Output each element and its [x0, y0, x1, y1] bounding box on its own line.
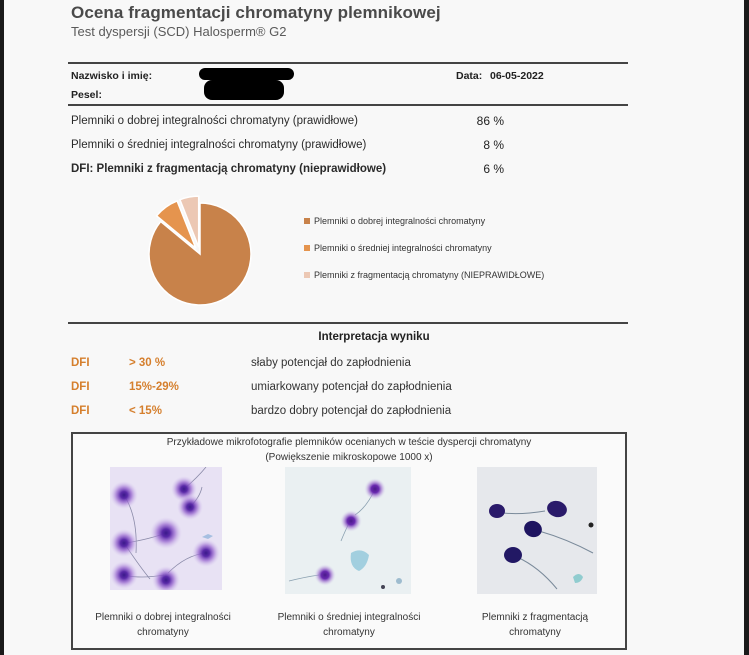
screen-edge-right — [744, 0, 749, 655]
legend-label: Plemniki o dobrej integralności chromatyny — [314, 216, 486, 226]
divider — [68, 322, 628, 324]
micrograph-medium-integrity — [285, 467, 411, 594]
pie-chart — [140, 186, 260, 311]
interpretation-title: Interpretacja wyniku — [318, 331, 430, 343]
micrographs-caption: Przykładowe mikrofotografie plemników ocenianych w teście dyspercji chromatyny — [166, 437, 532, 448]
dfi-tag: DFI — [71, 357, 90, 369]
document-page — [4, 0, 744, 655]
label-line: chromatyny — [509, 627, 561, 638]
date-value: 06-05-2022 — [490, 70, 544, 82]
legend-swatch-fragmented — [304, 272, 310, 278]
label-line: Plemniki o dobrej integralności — [95, 612, 231, 623]
legend-item-good — [304, 216, 485, 226]
date-label: Data: — [456, 70, 483, 82]
label-line: chromatyny — [323, 627, 375, 638]
page-subtitle: Test dyspersji (SCD) Halosperm® G2 — [71, 24, 287, 39]
label-line: Plemniki o średniej integralności — [277, 612, 421, 623]
pesel-label: Pesel: — [71, 89, 102, 101]
result-label-dfi: DFI: Plemniki z fragmentacją chromatyny (nieprawidłowe) — [71, 163, 387, 175]
micrograph-good-integrity — [110, 467, 222, 590]
dfi-tag: DFI — [71, 381, 90, 393]
result-label-medium: Plemniki o średniej integralności chromatyny (prawidłowe) — [71, 139, 367, 151]
micrographs-magnification: (Powiększenie mikroskopowe 1000 x) — [265, 452, 433, 463]
result-value-medium: 8 % — [483, 138, 504, 152]
micrograph-label-medium — [263, 610, 435, 640]
page-title: Ocena fragmentacji chromatyny plemnikowej — [71, 3, 441, 22]
divider — [68, 62, 628, 64]
name-redaction — [199, 68, 294, 80]
result-value-dfi: 6 % — [483, 162, 504, 176]
dfi-range: > 30 % — [129, 357, 166, 369]
dfi-range: < 15% — [129, 405, 162, 417]
micrograph-label-good — [77, 610, 249, 640]
dfi-description: bardzo dobry potencjał do zapłodnienia — [251, 405, 452, 417]
micrographs-panel — [71, 432, 627, 650]
micrograph-fragmented — [477, 467, 597, 594]
dfi-description: umiarkowany potencjał do zapłodnienia — [251, 381, 452, 393]
label-line: Plemniki z fragmentacją — [481, 612, 589, 623]
legend-swatch-good — [304, 218, 310, 224]
legend-item-fragmented — [304, 270, 544, 280]
dfi-description: słaby potencjał do zapłodnienia — [251, 357, 411, 369]
legend-label: Plemniki z fragmentacją chromatyny (NIEPRAWIDŁOWE) — [314, 270, 545, 280]
dfi-tag: DFI — [71, 405, 90, 417]
dfi-range: 15%-29% — [129, 381, 179, 393]
legend-label: Plemniki o średniej integralności chromatyny — [314, 243, 492, 253]
micrograph-label-fragmented — [449, 610, 621, 640]
divider — [68, 104, 628, 106]
legend-swatch-medium — [304, 245, 310, 251]
label-line: chromatyny — [137, 627, 189, 638]
pesel-redaction — [204, 80, 284, 100]
result-label-good: Plemniki o dobrej integralności chromatyny (prawidłowe) — [71, 115, 358, 127]
legend-item-medium — [304, 243, 492, 253]
name-label: Nazwisko i imię: — [71, 70, 153, 82]
result-value-good: 86 % — [476, 114, 504, 128]
